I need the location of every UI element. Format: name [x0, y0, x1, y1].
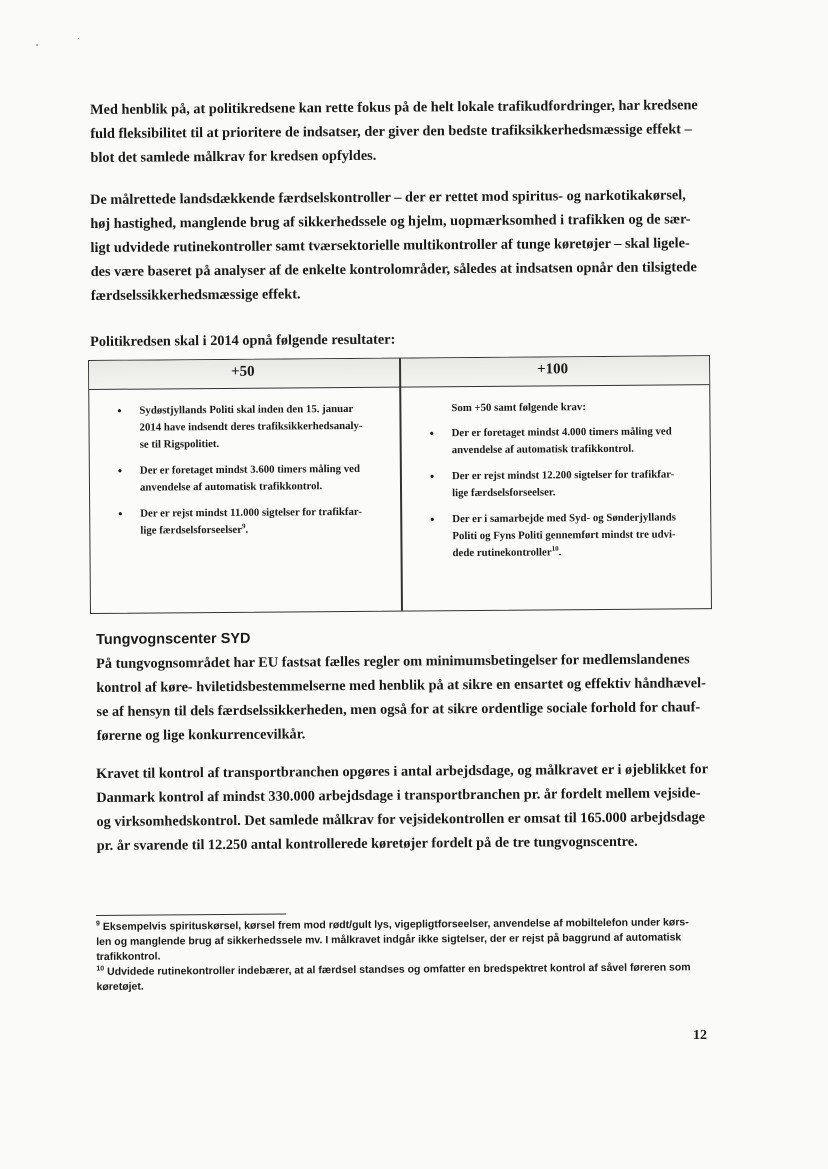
list-item [430, 466, 698, 502]
footnote-ref-10[interactable]: 10 [551, 544, 559, 553]
text-line: ligt udvidede rutinekontroller samt tværsektorielle multikontroller af tunge køretøjer – skal ligele- [90, 235, 690, 256]
text-line: Med henblik på, at politikredsene kan rette fokus på de helt lokale trafikudfordringer, har kredsene [90, 97, 698, 118]
text-line: 2014 have indsendt deres trafiksikkerhedsanaly- [139, 419, 363, 434]
paragraph-2 [90, 183, 711, 308]
column-plus-50 [117, 401, 390, 549]
page-number: 12 [693, 1028, 707, 1043]
text-line: De målrettede landsdækkende færdselskontroller – der er rettet mod spiritus- og narkotikakørsel, [90, 187, 686, 208]
text-line: Kravet til kontrol af transportbranchen opgøres i antal arbejdsdage, og målkravet er i øjeblikket for [96, 761, 709, 782]
header-plus-50: +50 [231, 363, 255, 380]
footnote-mark: 10 [96, 965, 105, 973]
list-item [430, 423, 698, 459]
text-line: høj hastighed, manglende brug af sikkerhedssele og hjelm, uopmærksomhed i trafikken og de sær- [90, 211, 691, 232]
text-fragment: Eksempelvis spirituskørsel, kørsel frem mod rødt/gult lys, vigepligtforseelser, anvendelse af mobiltelefon under kørs- [102, 916, 689, 933]
bullet-icon: • [429, 426, 434, 441]
paragraph-4 [96, 647, 717, 748]
footnote-ref-9[interactable]: 9 [241, 522, 246, 531]
column-plus-100 [429, 398, 698, 571]
list-item [117, 401, 389, 454]
list-item [430, 509, 698, 562]
text-line: fuld fleksibilitet til at prioritere de indsatser, der giver den bedste trafiksikkerhedsmæssige effekt – [90, 121, 692, 142]
text-line: trafikkontrol. [96, 950, 161, 963]
text-line: og virksomhedskontrol. Det samlede målkrav for vejsidekontrollen er omsat til 165.000 arbejdsdage [96, 809, 706, 830]
text-line: Politi og Fyns Politi gennemført mindst tre udvi- [452, 528, 676, 543]
list-item [118, 504, 390, 540]
text-line: des være baseret på analyser af de enkelte kontrolområder, således at indsatsen opnår den tilsigtede [90, 259, 697, 280]
text-line: Der er rejst mindst 11.000 sigtelser for trafikfar- [140, 505, 362, 520]
text-line: Der er foretaget mindst 3.600 timers måling ved [139, 462, 361, 477]
bullet-icon: • [117, 463, 123, 478]
text-line: se til Rigspolitiet. [139, 437, 220, 451]
text-line: Sydøstjyllands Politi skal inden den 15. januar [139, 402, 354, 417]
scan-speck [36, 44, 38, 46]
footnote-mark: 9 [96, 920, 100, 928]
text-fragment: lige færdselsforseelser [140, 523, 243, 537]
text-fragment: dede rutinekontroller [452, 546, 552, 560]
bullet-icon: • [118, 506, 123, 521]
text-line: Der er rejst mindst 12.200 sigtelser for trafikfar- [451, 468, 675, 483]
bullet-icon: • [429, 469, 435, 484]
text-line: Politikredsen skal i 2014 opnå følgende resultater: [90, 331, 396, 350]
text-line: pr. år svarende til 12.250 antal kontrollerede køretøjer fordelt på de tre tungvognscentre. [96, 833, 638, 854]
text-line: Der er foretaget mindst 4.000 timers måling ved [451, 425, 672, 440]
text-line: køretøjet. [96, 980, 144, 993]
scan-speck [78, 38, 79, 39]
text-line: anvendelse af automatisk trafikkontrol. [139, 480, 323, 494]
text-line: færdselssikkerhedsmæssige effekt. [90, 286, 301, 304]
requirements-intro: Som +50 samt følgende krav: [451, 401, 586, 415]
text-line: anvendelse af automatisk trafikkontrol. [451, 442, 634, 457]
text-line: se af hensyn til dels færdselssikkerheden, men også for at sikre ordentlige sociale forhold for chauf- [96, 699, 701, 720]
text-line: len og manglende brug af sikkerhedssele mv. I målkravet indgår ikke sigtelser, der er rejst på baggrund af automatisk [96, 931, 682, 948]
paragraph-3 [90, 325, 710, 354]
bullet-icon: • [117, 403, 122, 418]
bullet-icon: • [430, 512, 435, 527]
footnotes [96, 915, 707, 995]
footnote-separator [96, 914, 286, 916]
text-line: førerne og lige konkurrencevilkår. [96, 726, 306, 744]
list-item [118, 461, 390, 497]
text-line: lige færdselsforseelser. [452, 486, 556, 500]
paragraph-5 [96, 757, 717, 858]
text-line: Der er i samarbejde med Syd- og Sønderjyllands [452, 511, 676, 526]
text-line: Danmark kontrol af mindst 330.000 arbejdsdage i transportbranchen pr. år fordelt mellem vejside- [96, 785, 701, 806]
section-heading: Tungvognscenter SYD [96, 630, 251, 648]
column-divider [399, 359, 402, 611]
header-plus-100: +100 [537, 361, 569, 378]
text-line: lige færdselsforseelser$^9$. [140, 522, 249, 537]
text-line: kontrol af køre- hviletidsbestemmelserne med henblik på at sikre en ensartet og effektiv håndhævel- [96, 675, 706, 696]
text-line: På tungvognsområdet har EU fastsat fælles regler om minimumsbetingelser for medlemslandenes [96, 651, 690, 672]
paragraph-1 [90, 93, 711, 170]
text-line: blot det samlede målkrav for kredsen opfyldes. [90, 147, 377, 166]
text-line: dede rutinekontroller$^{10}$. [452, 544, 562, 560]
results-table [88, 355, 712, 614]
text-fragment: Udvidede rutinekontroller indebærer, at al færdsel standses og omfatter en bredspektret kontrol af såvel føreren som [107, 961, 691, 978]
